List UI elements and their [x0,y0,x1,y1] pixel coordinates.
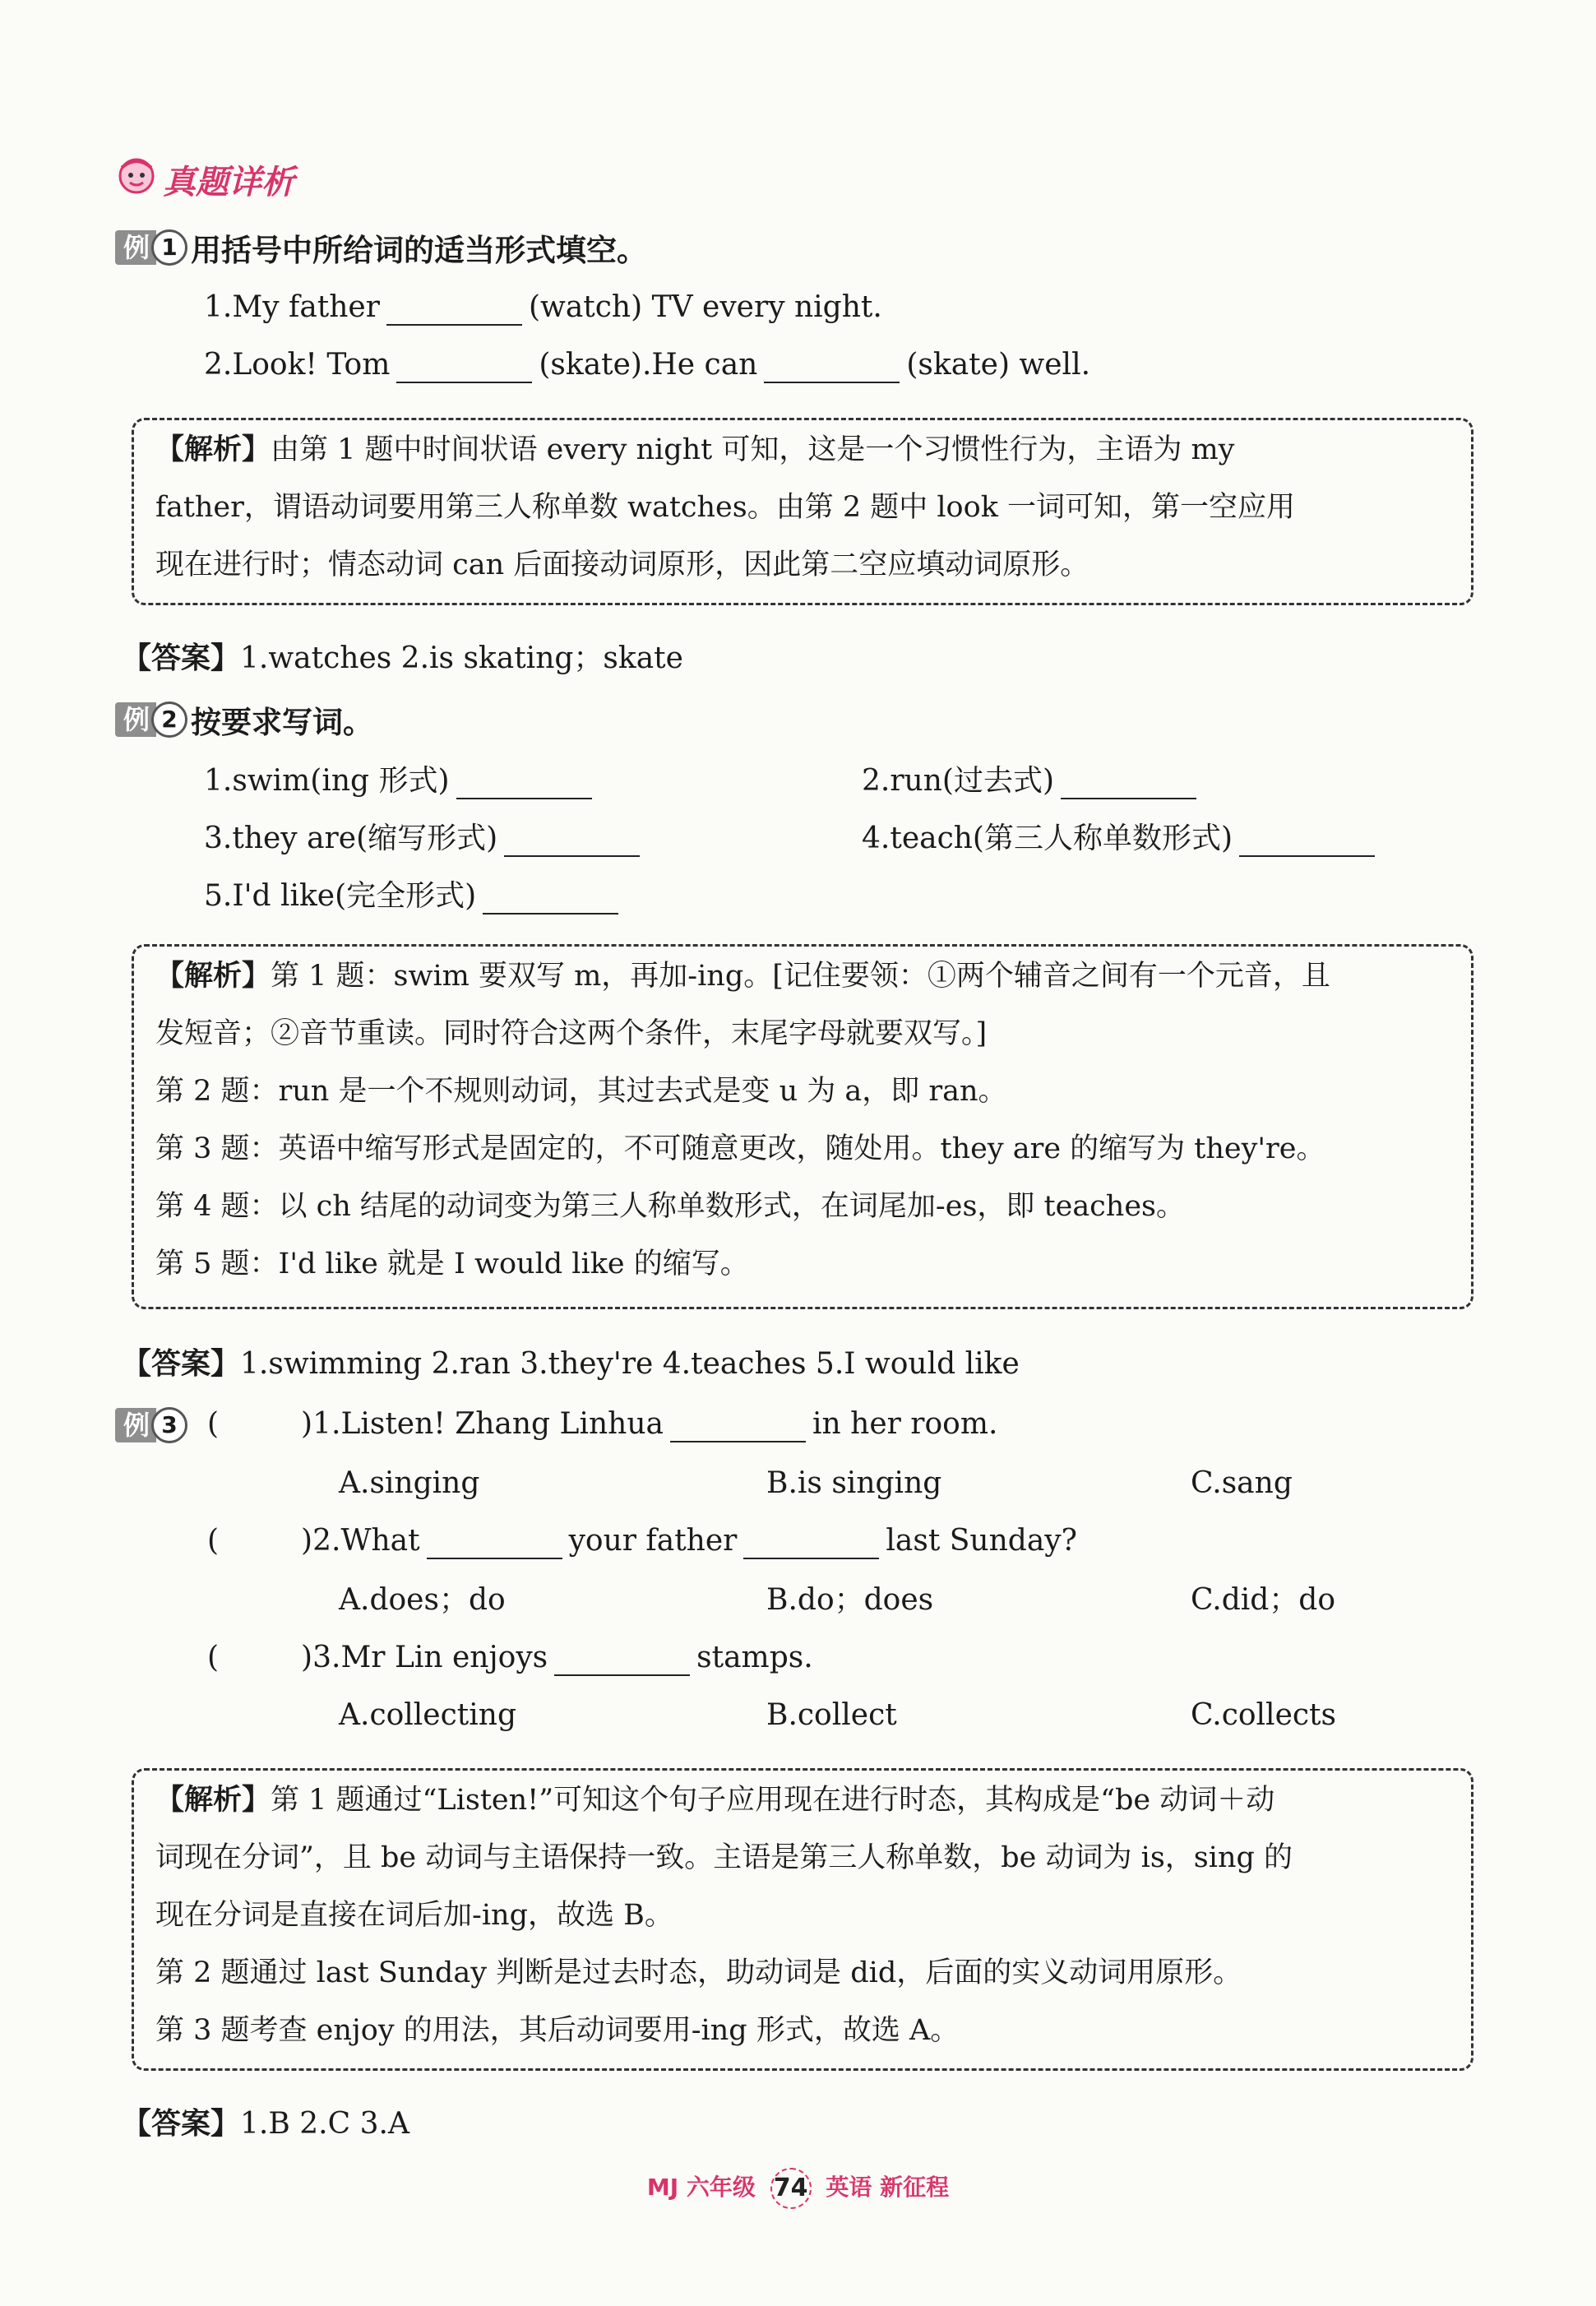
ex3-analysis-box: 【解析】第 1 题通过“Listen!”可知这个句子应用现在进行时态，其构成是“be 动词＋动 词现在分词”，且 be 动词与主语保持一致。主语是第三人称单数，be 动词为 is，sing 的 现在分词是直接在词后加-ing，故选 B。 第 2 题通过 last Sunday 判断是过去时态，助动词是 did，后面的实义动词用原形。 第 3 题考查 enjoy 的用法，其后动词要用-ing 形式，故选 A。 [132,1768,1473,2071]
ex1-analysis-box: 【解析】由第 1 题中时间状语 every night 可知，这是一个习惯性行为，主语为 my father，谓语动词要用第三人称单数 watches。由第 2 题中 look 一词可知，第一空应用 现在进行时；情态动词 can 后面接动词原形，因此第二空应填动词原形。 [132,418,1473,605]
ex3-q3-option-a[interactable]: A.collecting [339,1698,516,1732]
footer-grade: MJ 六年级 [646,2174,756,2201]
ex3-question-2: ( )2.What your father last Sunday? [207,1524,1077,1558]
header-mascot-icon [115,156,158,199]
section-title: 真题详析 [163,164,294,201]
ex3-q1-option-c[interactable]: C.sang [1191,1466,1293,1500]
ex3-answer: 【答案】1.B 2.C 3.A [122,2106,409,2141]
example-1-tag: 例 1 用括号中所给词的适当形式填空。 [115,229,647,266]
example-3-tag: 例 3 [115,1406,187,1444]
ex2-analysis-box: 【解析】第 1 题：swim 要双写 m，再加-ing。[记住要领：①两个辅音之间有一个元音，且 发短音；②音节重读。同时符合这两个条件，末尾字母就要双写。] 第 2 题：run 是一个不规则动词，其过去式是变 u 为 a，即 ran。 第 3 题：英语中缩写形式是固定的，不可随意更改，随处用。they are 的缩写为 they're。 第 4 题：以 ch 结尾的动词变为第三人称单数形式，在词尾加-es，即 teaches。 第 5 题：I'd like 就是 I would like 的缩写。 [132,944,1473,1309]
footer-subject: 英语 新征程 [826,2174,950,2201]
example-2-tag: 例 2 按要求写词。 [115,701,373,739]
ex3-q3-option-c[interactable]: C.collects [1191,1698,1336,1732]
ex3-q3-option-b[interactable]: B.collect [766,1698,897,1732]
ex3-q1-option-a[interactable]: A.singing [339,1466,480,1500]
ex1-question-1: 1.My father (watch) TV every night. [204,290,882,324]
ex2-item-1: 1.swim(ing 形式) [204,763,599,799]
ex3-question-1: ( )1.Listen! Zhang Linhua in her room. [207,1407,998,1441]
ex2-item-3: 3.they are(缩写形式) [204,821,646,857]
example-2-instruction: 按要求写词。 [191,705,374,740]
page-footer [0,2168,1596,2209]
ex3-q2-option-b[interactable]: B.do；does [766,1583,934,1617]
ex3-q1-option-b[interactable]: B.is singing [766,1466,942,1500]
ex3-q2-option-a[interactable]: A.does；do [339,1583,506,1617]
ex3-question-3: ( )3.Mr Lin enjoys stamps. [207,1641,813,1674]
example-1-instruction: 用括号中所给词的适当形式填空。 [191,233,648,268]
ex1-question-2: 2.Look! Tom (skate).He can (skate) well. [204,348,1091,382]
ex2-item-5: 5.I'd like(完全形式) [204,878,625,915]
ex3-q2-option-c[interactable]: C.did；do [1191,1583,1336,1617]
ex2-item-4: 4.teach(第三人称单数形式) [862,821,1381,857]
page-number: 74 [770,2168,812,2209]
ex1-answer: 【答案】1.watches 2.is skating；skate [122,641,683,675]
ex2-item-2: 2.run(过去式) [862,763,1203,799]
ex2-answer: 【答案】1.swimming 2.ran 3.they're 4.teaches 5.I would like [122,1346,1020,1381]
